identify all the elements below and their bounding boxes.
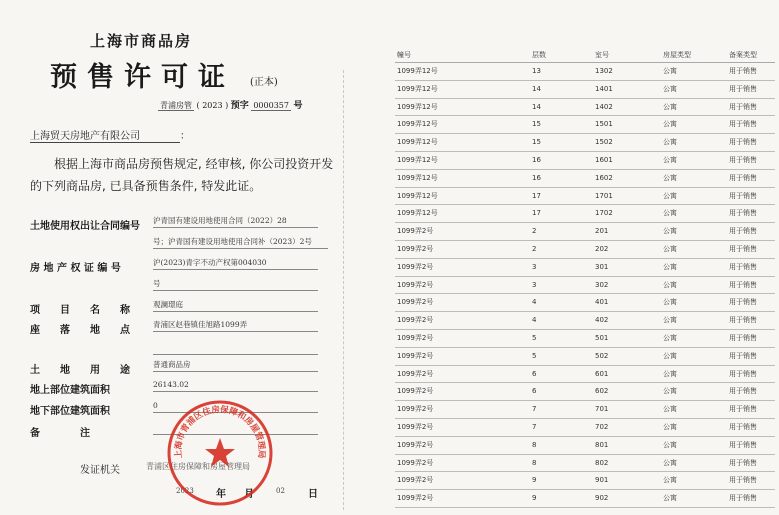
cell-col-filing: 用于销售 — [729, 102, 757, 111]
table-row — [395, 490, 775, 508]
cell-col-room: 601 — [595, 369, 609, 378]
cell-col-type: 公寓 — [663, 244, 677, 253]
table-row — [395, 437, 775, 455]
table-row — [395, 330, 775, 348]
cell-col-building: 1099弄12号 — [397, 209, 438, 218]
cell-col-building: 1099弄2号 — [397, 369, 434, 378]
cell-col-filing: 用于销售 — [729, 476, 757, 485]
cell-col-floor: 14 — [532, 84, 541, 93]
cell-col-floor: 8 — [532, 458, 537, 467]
cell-col-type: 公寓 — [663, 476, 677, 485]
cell-col-building: 1099弄2号 — [397, 405, 434, 414]
cell-col-building: 1099弄2号 — [397, 494, 434, 503]
cell-col-room: 302 — [595, 280, 609, 289]
table-row — [395, 99, 775, 117]
cell-col-building: 1099弄2号 — [397, 280, 434, 289]
cell-col-room: 502 — [595, 351, 609, 360]
table-row — [395, 188, 775, 206]
cell-col-filing: 用于销售 — [729, 173, 757, 182]
cell-col-floor: 7 — [532, 422, 537, 431]
cell-col-floor: 2 — [532, 227, 537, 236]
cell-col-type: 公寓 — [663, 494, 677, 503]
table-row — [395, 81, 775, 99]
cell-col-type: 公寓 — [663, 102, 677, 111]
issuer-label: 发证机关 — [80, 465, 120, 476]
cell-col-filing: 用于销售 — [729, 458, 757, 467]
table-row — [395, 241, 775, 259]
cell-col-building: 1099弄2号 — [397, 333, 434, 342]
cell-col-type: 公寓 — [663, 155, 677, 164]
cell-col-type: 公寓 — [663, 138, 677, 147]
cell-col-filing: 用于销售 — [729, 191, 757, 200]
field-value: 观澜璟庭 — [153, 299, 318, 312]
cell-col-building: 1099弄12号 — [397, 67, 438, 75]
header-col-filing: 备案类型 — [729, 51, 757, 59]
cell-col-building: 1099弄2号 — [397, 476, 434, 485]
copy-type: (正本) — [250, 77, 278, 88]
date-year-value: 2023 — [176, 487, 194, 495]
cell-col-type: 公寓 — [663, 405, 677, 414]
field-label: 土地使用权出让合同编号 — [30, 221, 140, 232]
cell-col-floor: 13 — [532, 67, 541, 75]
cell-col-filing: 用于销售 — [729, 298, 757, 307]
cell-col-room: 202 — [595, 244, 609, 253]
cell-col-floor: 5 — [532, 351, 537, 360]
cell-col-filing: 用于销售 — [729, 262, 757, 271]
cell-col-floor: 2 — [532, 244, 537, 253]
certificate-top-title: 上海市商品房 — [90, 32, 193, 50]
field-value: 号 — [153, 278, 318, 291]
cell-col-building: 1099弄2号 — [397, 351, 434, 360]
cell-col-floor: 3 — [532, 262, 537, 271]
cell-col-floor: 15 — [532, 120, 541, 129]
cell-col-type: 公寓 — [663, 422, 677, 431]
table-row — [395, 223, 775, 241]
field-label: 房 地 产 权 证 编 号 — [30, 263, 121, 274]
cell-col-room: 901 — [595, 476, 609, 485]
cell-col-type: 公寓 — [663, 84, 677, 93]
cell-col-floor: 16 — [532, 155, 541, 164]
company-name: 上海贸天房地产有限公司 — [30, 127, 180, 143]
cell-col-floor: 16 — [532, 173, 541, 182]
issuer-name: 青浦区住房保障和房屋管理局 — [146, 462, 250, 471]
cell-col-building: 1099弄12号 — [397, 84, 438, 93]
cell-col-type: 公寓 — [663, 173, 677, 182]
field-label: 地下部位建筑面积 — [30, 406, 110, 417]
cell-col-filing: 用于销售 — [729, 422, 757, 431]
table-row — [395, 116, 775, 134]
field-value: 26143.02 — [153, 379, 318, 392]
cell-col-room: 1502 — [595, 138, 613, 147]
cell-col-floor: 6 — [532, 387, 537, 396]
cell-col-type: 公寓 — [663, 387, 677, 396]
svg-text:上海市青浦区住房保障和房屋管理局: 上海市青浦区住房保障和房屋管理局 — [173, 405, 267, 459]
field-value: 沪(2023)青字不动产权第004030 — [153, 257, 318, 270]
cell-col-room: 902 — [595, 494, 609, 503]
certificate-main-title: 预售许可证 — [50, 62, 235, 93]
table-row — [395, 312, 775, 330]
certificate-body: 根据上海市商品房预售规定, 经审核, 你公司投资开发的下列商品房, 已具备预售条件, 特发此证。 — [30, 157, 334, 193]
cell-col-building: 1099弄12号 — [397, 173, 438, 182]
table-row — [395, 294, 775, 312]
cell-col-room: 1601 — [595, 155, 613, 164]
cell-col-filing: 用于销售 — [729, 405, 757, 414]
table-row — [395, 366, 775, 384]
cell-col-building: 1099弄2号 — [397, 262, 434, 271]
number-value: 0000357 — [253, 101, 289, 110]
cell-col-room: 1702 — [595, 209, 613, 218]
cell-col-room: 1401 — [595, 84, 613, 93]
field-label: 备 注 — [30, 428, 90, 439]
number-label: 预字 — [230, 101, 249, 111]
company-line — [30, 127, 190, 143]
cell-col-filing: 用于销售 — [729, 333, 757, 342]
field-value — [153, 342, 318, 355]
cell-col-building: 1099弄12号 — [397, 191, 438, 200]
cell-col-floor: 6 — [532, 369, 537, 378]
certificate-number — [158, 98, 303, 111]
header-col-type: 房屋类型 — [663, 51, 691, 59]
cell-col-filing: 用于销售 — [729, 351, 757, 360]
cell-col-floor: 9 — [532, 494, 537, 503]
cell-col-room: 1402 — [595, 102, 613, 111]
cell-col-type: 公寓 — [663, 209, 677, 218]
cell-col-filing: 用于销售 — [729, 316, 757, 325]
cell-col-type: 公寓 — [663, 227, 677, 236]
cell-col-type: 公寓 — [663, 280, 677, 289]
cell-col-floor: 17 — [532, 191, 541, 200]
field-value: 普通商品房 — [153, 359, 318, 372]
table-row — [395, 259, 775, 277]
number-prefix: 青浦房管 — [160, 101, 192, 110]
table-row — [395, 277, 775, 295]
unit-table — [395, 48, 775, 508]
cell-col-type: 公寓 — [663, 333, 677, 342]
table-row — [395, 383, 775, 401]
cell-col-floor: 14 — [532, 102, 541, 111]
cell-col-building: 1099弄2号 — [397, 458, 434, 467]
header-col-room: 室号 — [595, 51, 609, 59]
field-label: 土 地 用 途 — [30, 365, 130, 376]
cell-col-building: 1099弄12号 — [397, 138, 438, 147]
field-label: 座 落 地 点 — [30, 325, 130, 336]
cell-col-filing: 用于销售 — [729, 227, 757, 236]
cell-col-type: 公寓 — [663, 440, 677, 449]
cell-col-filing: 用于销售 — [729, 494, 757, 503]
cell-col-floor: 3 — [532, 280, 537, 289]
cell-col-room: 402 — [595, 316, 609, 325]
number-year: ( 2023 ) — [196, 101, 229, 110]
cell-col-room: 501 — [595, 333, 609, 342]
table-row — [395, 419, 775, 437]
field-value: 青浦区赵巷镇佳旭路1099弄 — [153, 319, 318, 332]
cell-col-building: 1099弄2号 — [397, 422, 434, 431]
table-row — [395, 152, 775, 170]
cell-col-room: 701 — [595, 405, 609, 414]
official-seal-icon — [165, 398, 275, 508]
cell-col-room: 1602 — [595, 173, 613, 182]
cell-col-filing: 用于销售 — [729, 387, 757, 396]
date-month-label: 月 — [244, 489, 254, 500]
cell-col-filing: 用于销售 — [729, 369, 757, 378]
cell-col-type: 公寓 — [663, 262, 677, 271]
cell-col-room: 1302 — [595, 67, 613, 75]
table-row — [395, 63, 775, 81]
header-col-building: 幢号 — [397, 51, 411, 59]
date-day-label: 日 — [308, 489, 318, 500]
cell-col-room: 702 — [595, 422, 609, 431]
cell-col-building: 1099弄2号 — [397, 387, 434, 396]
cell-col-filing: 用于销售 — [729, 67, 757, 75]
cell-col-type: 公寓 — [663, 351, 677, 360]
table-row — [395, 134, 775, 152]
cell-col-building: 1099弄12号 — [397, 120, 438, 129]
table-row — [395, 401, 775, 419]
cell-col-filing: 用于销售 — [729, 138, 757, 147]
cell-col-floor: 9 — [532, 476, 537, 485]
cell-col-type: 公寓 — [663, 67, 677, 75]
cell-col-floor: 8 — [532, 440, 537, 449]
cell-col-floor: 15 — [532, 138, 541, 147]
field-value: 沪青国有建设用地使用合同（2022）28 — [153, 215, 318, 228]
cell-col-type: 公寓 — [663, 120, 677, 129]
cell-col-filing: 用于销售 — [729, 280, 757, 289]
number-suffix: 号 — [293, 101, 303, 111]
cell-col-room: 401 — [595, 298, 609, 307]
cell-col-room: 1701 — [595, 191, 613, 200]
cell-col-room: 602 — [595, 387, 609, 396]
presale-certificate — [0, 0, 345, 515]
cell-col-floor: 4 — [532, 298, 537, 307]
cell-col-room: 801 — [595, 440, 609, 449]
table-row — [395, 170, 775, 188]
cell-col-building: 1099弄2号 — [397, 440, 434, 449]
cell-col-type: 公寓 — [663, 191, 677, 200]
cell-col-building: 1099弄12号 — [397, 102, 438, 111]
field-label: 地上部位建筑面积 — [30, 385, 110, 396]
company-colon: ： — [180, 131, 190, 142]
cell-col-floor: 17 — [532, 209, 541, 218]
cell-col-type: 公寓 — [663, 316, 677, 325]
cell-col-type: 公寓 — [663, 369, 677, 378]
cell-col-floor: 7 — [532, 405, 537, 414]
cell-col-floor: 5 — [532, 333, 537, 342]
header-col-floor: 层数 — [532, 51, 546, 59]
table-row — [395, 205, 775, 223]
field-value: 号；沪青国有建设用地使用合同补（2023）2号 — [153, 236, 328, 249]
cell-col-filing: 用于销售 — [729, 440, 757, 449]
cell-col-filing: 用于销售 — [729, 155, 757, 164]
cell-col-room: 802 — [595, 458, 609, 467]
table-header — [395, 48, 775, 63]
table-row — [395, 472, 775, 490]
cell-col-building: 1099弄2号 — [397, 316, 434, 325]
cell-col-room: 201 — [595, 227, 609, 236]
cell-col-type: 公寓 — [663, 298, 677, 307]
date-year-label: 年 — [216, 489, 226, 500]
table-row — [395, 348, 775, 366]
cell-col-building: 1099弄2号 — [397, 244, 434, 253]
cell-col-room: 1501 — [595, 120, 613, 129]
cell-col-room: 301 — [595, 262, 609, 271]
cell-col-filing: 用于销售 — [729, 120, 757, 129]
cell-col-type: 公寓 — [663, 458, 677, 467]
table-body — [395, 63, 775, 508]
cell-col-floor: 4 — [532, 316, 537, 325]
table-row — [395, 455, 775, 473]
field-label: 项 目 名 称 — [30, 305, 130, 316]
date-day-value: 02 — [276, 487, 285, 495]
cell-col-filing: 用于销售 — [729, 84, 757, 93]
cell-col-building: 1099弄2号 — [397, 227, 434, 236]
cell-col-building: 1099弄2号 — [397, 298, 434, 307]
cell-col-filing: 用于销售 — [729, 209, 757, 218]
cell-col-building: 1099弄12号 — [397, 155, 438, 164]
cell-col-filing: 用于销售 — [729, 244, 757, 253]
field-value: 0 — [153, 400, 318, 413]
